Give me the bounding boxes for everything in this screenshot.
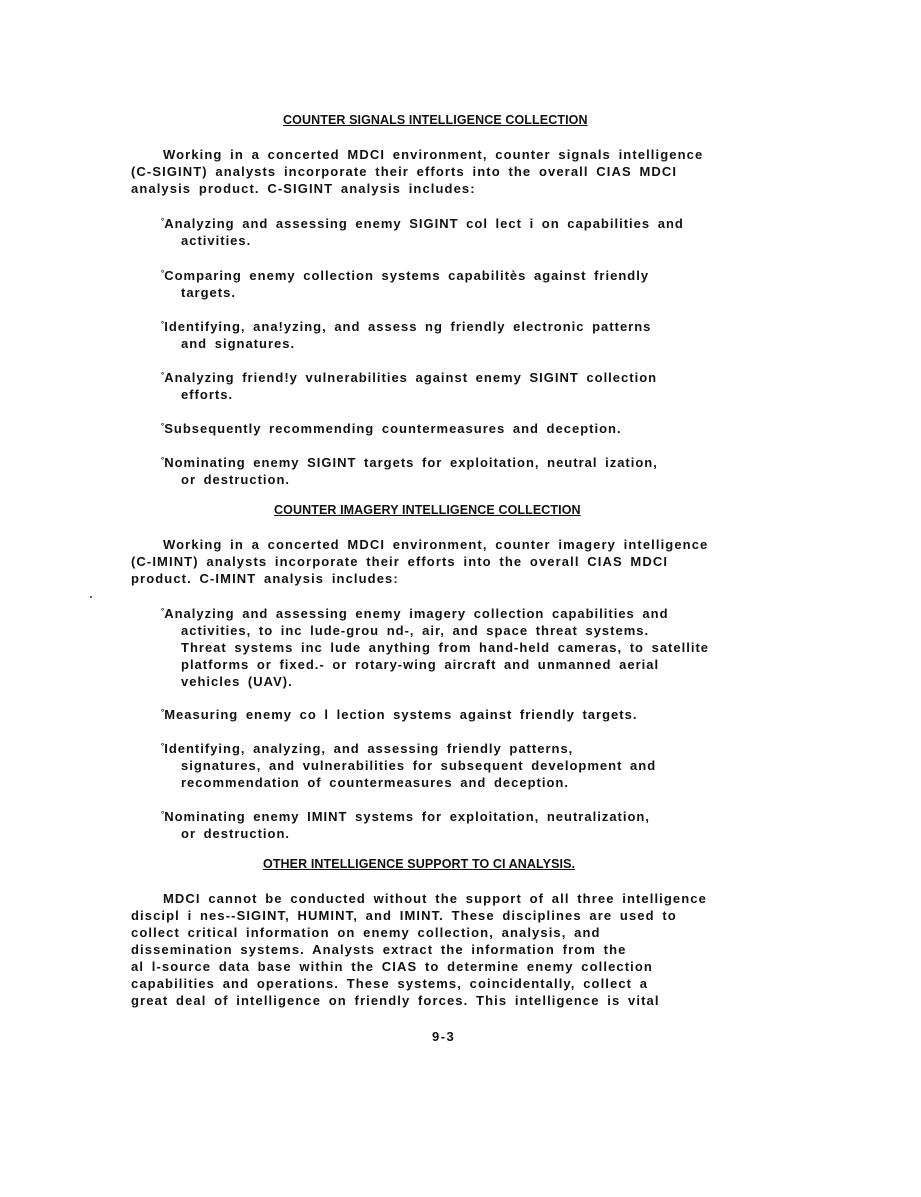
list-item <box>161 265 649 301</box>
text-line: analysis product. C-SIGINT analysis includes: <box>131 181 476 196</box>
list-item <box>161 603 709 690</box>
text-line: or destruction. <box>181 826 291 841</box>
text-line: collect critical information on enemy collection, analysis, and <box>131 925 601 940</box>
list-item <box>161 418 622 437</box>
text-line: dissemination systems. Analysts extract the information from the <box>131 942 627 957</box>
degree-bullet-icon: ° <box>161 607 165 616</box>
list-item <box>161 738 656 791</box>
paragraph-other-support <box>131 890 751 1009</box>
text-line: targets. <box>181 285 236 300</box>
text-line: °Nominating enemy IMINT systems for exploitation, neutralization, <box>161 809 650 824</box>
section-heading-c-imint: COUNTER IMAGERY INTELLIGENCE COLLECTION <box>274 503 581 517</box>
page-number: 9-3 <box>432 1029 456 1044</box>
list-item <box>161 316 651 352</box>
degree-bullet-icon: ° <box>161 456 165 465</box>
degree-bullet-icon: ° <box>161 422 165 431</box>
text-line: °Identifying, ana!yzing, and assess ng friendly electronic patterns <box>161 319 652 334</box>
text-line: °Analyzing and assessing enemy imagery collection capabilities and <box>161 606 669 621</box>
text-line: (C-SIGINT) analysts incorporate their efforts into the overall CIAS MDCI <box>131 164 678 179</box>
text-line: recommendation of countermeasures and deception. <box>181 775 569 790</box>
degree-bullet-icon: ° <box>161 742 165 751</box>
paragraph-c-imint-intro <box>131 536 771 587</box>
degree-bullet-icon: ° <box>161 708 165 717</box>
text-line: (C-IMINT) analysts incorporate their efforts into the overall CIAS MDCI <box>131 554 669 569</box>
degree-bullet-icon: ° <box>161 371 165 380</box>
text-line: °Identifying, analyzing, and assessing friendly patterns, <box>161 741 574 756</box>
text-line: al l-source data base within the CIAS to determine enemy collection <box>131 959 653 974</box>
text-line: efforts. <box>181 387 234 402</box>
text-line: Working in a concerted MDCI environment, counter imagery intelligence <box>163 537 709 552</box>
text-line: product. C-IMINT analysis includes: <box>131 571 399 586</box>
text-line: °Comparing enemy collection systems capabilitès against friendly <box>161 268 650 283</box>
text-line: MDCI cannot be conducted without the support of all three intelligence <box>163 891 707 906</box>
text-line: vehicles (UAV). <box>181 674 293 689</box>
text-line: platforms or fixed.- or rotary-wing aircraft and unmanned aerial <box>181 657 660 672</box>
text-line: °Measuring enemy co l lection systems against friendly targets. <box>161 707 638 722</box>
text-line: °Nominating enemy SIGINT targets for exploitation, neutral ization, <box>161 455 658 470</box>
text-line: great deal of intelligence on friendly forces. This intelligence is vital <box>131 993 660 1008</box>
text-line: signatures, and vulnerabilities for subsequent development and <box>181 758 657 773</box>
degree-bullet-icon: ° <box>161 217 165 226</box>
text-line: activities, to inc lude-grou nd-, air, and space threat systems. <box>181 623 650 638</box>
list-item <box>161 704 637 723</box>
degree-bullet-icon: ° <box>161 269 165 278</box>
text-line: Threat systems inc lude anything from hand-held cameras, to satellite <box>181 640 710 655</box>
degree-bullet-icon: ° <box>161 320 165 329</box>
scan-speck <box>90 596 92 598</box>
list-item <box>161 367 657 403</box>
list-item <box>161 806 650 842</box>
paragraph-c-sigint-intro <box>131 146 771 197</box>
text-line: activities. <box>181 233 252 248</box>
list-item <box>161 452 658 488</box>
text-line: °Analyzing and assessing enemy SIGINT col lect i on capabilities and <box>161 216 684 231</box>
list-item <box>161 213 684 249</box>
text-line: and signatures. <box>181 336 296 351</box>
text-line: or destruction. <box>181 472 291 487</box>
text-line: °Subsequently recommending countermeasures and deception. <box>161 421 622 436</box>
text-line: discipl i nes--SIGINT, HUMINT, and IMINT. These disciplines are used to <box>131 908 677 923</box>
text-line: capabilities and operations. These systems, coincidentally, collect a <box>131 976 649 991</box>
degree-bullet-icon: ° <box>161 810 165 819</box>
section-heading-c-sigint: COUNTER SIGNALS INTELLIGENCE COLLECTION <box>283 113 588 127</box>
text-line: Working in a concerted MDCI environment, counter signals intelligence <box>163 147 704 162</box>
text-line: °Analyzing friend!y vulnerabilities against enemy SIGINT collection <box>161 370 658 385</box>
section-heading-other-support: OTHER INTELLIGENCE SUPPORT TO CI ANALYSIS. <box>263 857 576 871</box>
